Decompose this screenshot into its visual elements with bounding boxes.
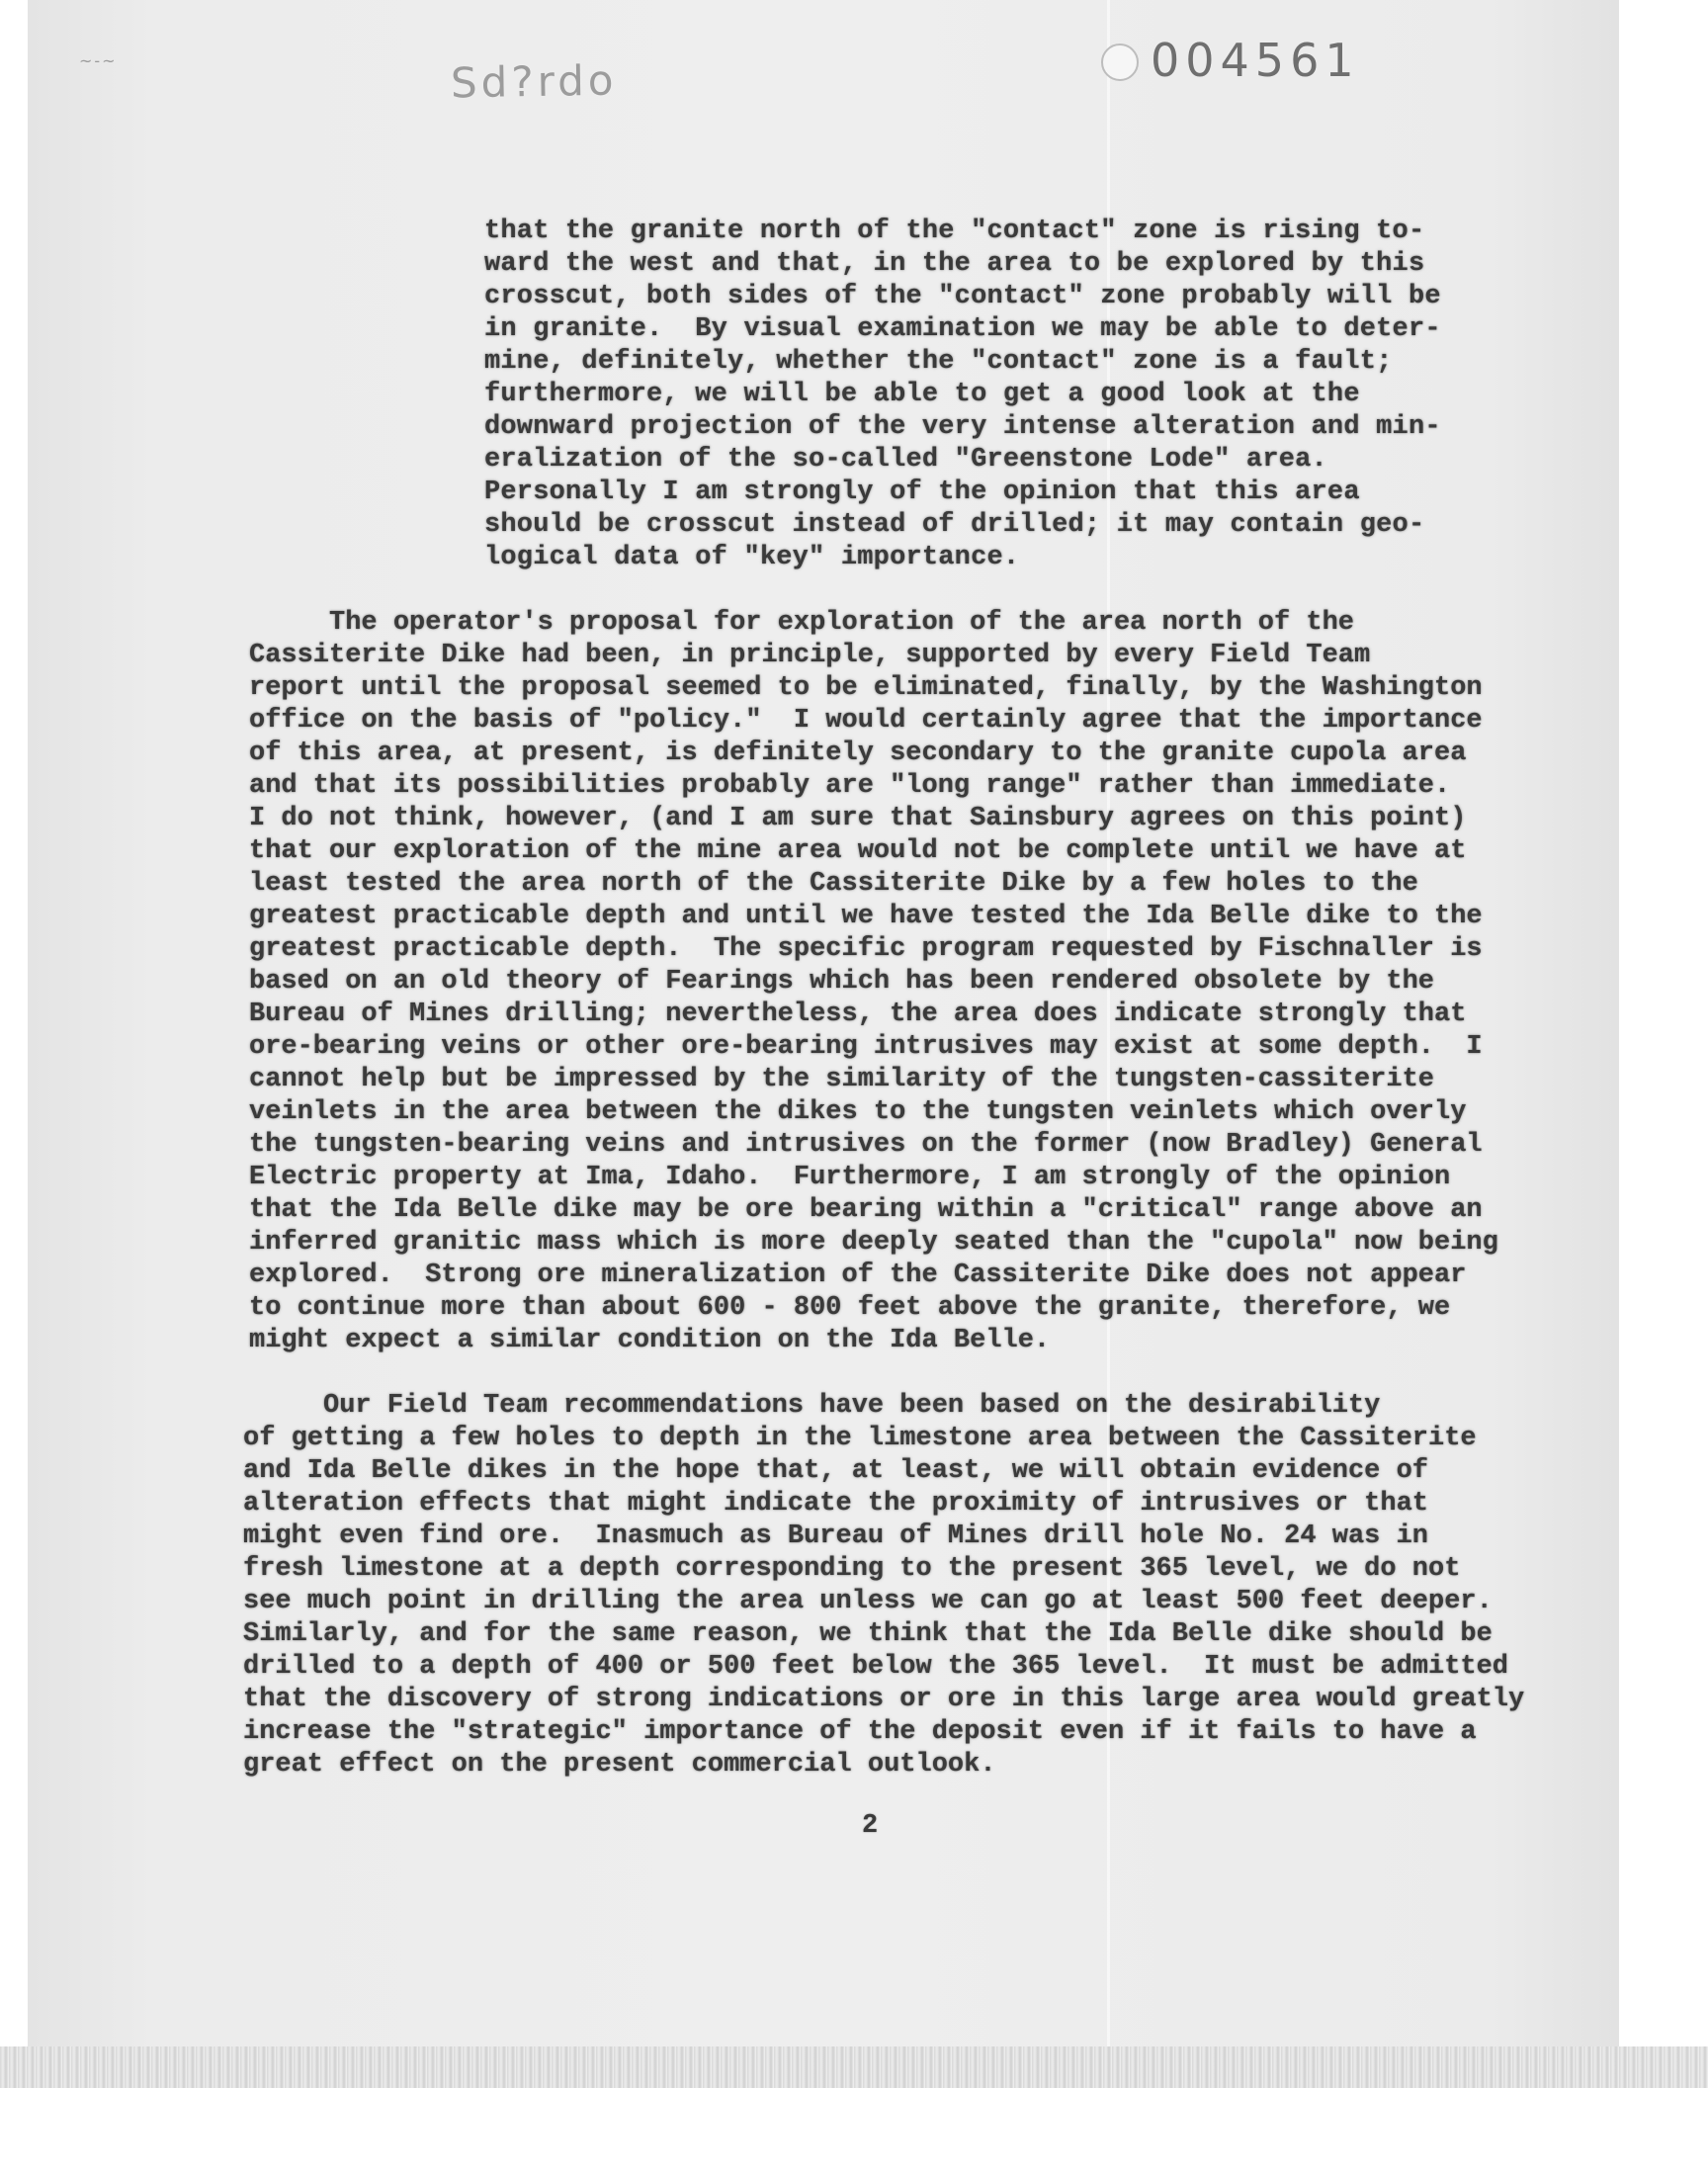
text-line: increase the "strategic" importance of the deposit even if it fails to have a [243,1717,1477,1747]
text-line: greatest practicable depth. The specific program requested by Fischnaller is [249,934,1483,964]
text-line: based on an old theory of Fearings which has been rendered obsolete by the [249,967,1434,997]
text-line: furthermore, we will be able to get a good look at the [484,380,1360,409]
text-line: to continue more than about 600 - 800 feet above the granite, therefore, we [249,1293,1451,1323]
text-line: cannot help but be impressed by the similarity of the tungsten-cassiterite [249,1065,1434,1094]
text-line: Bureau of Mines drilling; nevertheless, the area does indicate strongly that [249,1000,1467,1029]
text-line: least tested the area north of the Cassiterite Dike by a few holes to the [249,869,1418,899]
text-line: great effect on the present commercial outlook. [243,1750,996,1780]
text-line: inferred granitic mass which is more deeply seated than the "cupola" now being [249,1228,1498,1258]
text-line: downward projection of the very intense alteration and min- [484,412,1441,442]
text-line: see much point in drilling the area unless we can go at least 500 feet deeper. [243,1587,1493,1616]
document-number: 004561 [1151,34,1360,87]
text-line: ward the west and that, in the area to be explored by this [484,249,1425,279]
text-line: should be crosscut instead of drilled; it may contain geo- [484,510,1425,540]
text-line: explored. Strong ore mineralization of the Cassiterite Dike does not appear [249,1261,1467,1290]
text-line: eralization of the so-called "Greenstone Lode" area. [484,445,1327,475]
scan-edge-strip [0,2046,1708,2088]
document-page [28,0,1619,2046]
text-line: that the Ida Belle dike may be ore bearing within a "critical" range above an [249,1195,1483,1225]
text-line: of this area, at present, is definitely secondary to the granite cupola area [249,739,1467,768]
text-line: that our exploration of the mine area would not be complete until we have at [249,836,1467,866]
text-line: Cassiterite Dike had been, in principle, supported by every Field Team [249,641,1371,670]
text-line: in granite. By visual examination we may be able to deter- [484,314,1441,344]
text-line: the tungsten-bearing veins and intrusives on the former (now Bradley) General [249,1130,1483,1160]
text-line: greatest practicable depth and until we have tested the Ida Belle dike to the [249,902,1483,931]
page-number: 2 [862,1811,879,1841]
text-line: I do not think, however, (and I am sure that Sainsbury agrees on this point) [249,804,1467,833]
punch-hole-icon [1101,44,1139,81]
paragraph-field-team-recommendations [243,1390,1524,1782]
text-line: ore-bearing veins or other ore-bearing intrusives may exist at some depth. I [249,1032,1483,1062]
text-line: Electric property at Ima, Idaho. Furthermore, I am strongly of the opinion [249,1163,1451,1192]
text-line: and that its possibilities probably are "long range" rather than immediate. [249,771,1451,801]
paragraph-operator-proposal [249,607,1498,1357]
corner-scribble: ~-~ [79,51,118,70]
text-line: Our Field Team recommendations have been based on the desirability [243,1391,1381,1421]
text-line: of getting a few holes to depth in the limestone area between the Cassiterite [243,1424,1477,1453]
text-line: might expect a similar condition on the Ida Belle. [249,1326,1051,1355]
handwritten-code: Sd?rdo [450,55,618,108]
text-line: The operator's proposal for exploration of the area north of the [249,608,1354,638]
text-line: and Ida Belle dikes in the hope that, at least, we will obtain evidence of [243,1456,1428,1486]
text-line: drilled to a depth of 400 or 500 feet below the 365 level. It must be admitted [243,1652,1509,1682]
quote-block [484,216,1441,574]
text-line: logical data of "key" importance. [484,543,1020,572]
text-line: Similarly, and for the same reason, we think that the Ida Belle dike should be [243,1619,1493,1649]
text-line: crosscut, both sides of the "contact" zone probably will be [484,282,1441,311]
text-line: veinlets in the area between the dikes to the tungsten veinlets which overly [249,1097,1467,1127]
text-line: Personally I am strongly of the opinion that this area [484,478,1360,507]
text-line: that the granite north of the "contact" zone is rising to- [484,217,1425,246]
text-line: that the discovery of strong indications or ore in this large area would greatly [243,1685,1525,1714]
text-line: report until the proposal seemed to be eliminated, finally, by the Washington [249,673,1483,703]
text-line: might even find ore. Inasmuch as Bureau of Mines drill hole No. 24 was in [243,1522,1428,1551]
text-line: office on the basis of "policy." I would certainly agree that the importance [249,706,1483,736]
text-line: fresh limestone at a depth corresponding to the present 365 level, we do not [243,1554,1461,1584]
text-line: alteration effects that might indicate the proximity of intrusives or that [243,1489,1428,1519]
text-line: mine, definitely, whether the "contact" zone is a fault; [484,347,1393,377]
